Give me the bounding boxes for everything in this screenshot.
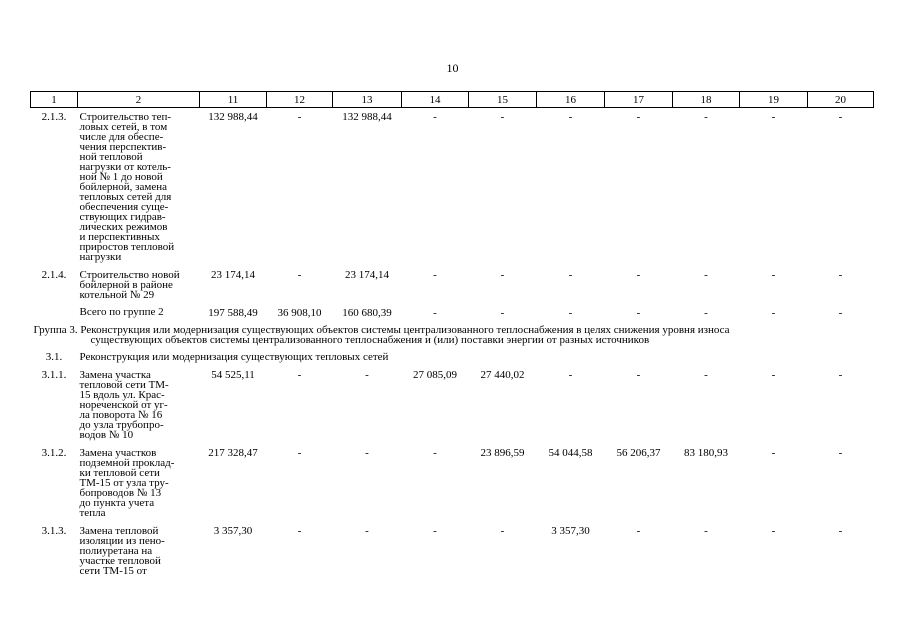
cell-value: - bbox=[433, 525, 437, 537]
row-name: Замена участка тепловой сети ТМ- 15 вдоль ул. Крас- нореченской от уг- ла поворота № 16 до узла трубопро- водов № 10 bbox=[79, 369, 169, 441]
subsection-row bbox=[31, 345, 874, 366]
cell-value: 23 896,59 bbox=[480, 447, 525, 459]
column-header: 1 bbox=[31, 92, 78, 108]
cell-value: - bbox=[771, 447, 776, 459]
cell-value: - bbox=[297, 369, 302, 381]
cell-value: - bbox=[838, 111, 843, 123]
cell-value: - bbox=[704, 307, 708, 319]
cell-value: 197 588,49 bbox=[208, 307, 258, 319]
column-header: 19 bbox=[740, 92, 808, 108]
cell-value: - bbox=[636, 269, 641, 281]
group-heading-line: существующих объектов системы централизованного теплоснабжения и (или) поставки энергии от разных источников bbox=[90, 334, 650, 346]
cell-value: - bbox=[365, 447, 369, 459]
cell-value: 36 908,10 bbox=[277, 307, 322, 319]
cell-value: - bbox=[365, 525, 369, 537]
cell-value: 54 525,11 bbox=[211, 369, 255, 381]
row-number bbox=[31, 304, 78, 321]
cell-value: 132 988,44 bbox=[342, 111, 392, 123]
cell-value: - bbox=[636, 111, 641, 123]
column-header: 2 bbox=[78, 92, 200, 108]
cell-value: 3 357,30 bbox=[213, 525, 253, 537]
row-name: Всего по группе 2 bbox=[79, 306, 164, 318]
row-number: 3.1.2. bbox=[41, 447, 67, 459]
cell-value: - bbox=[433, 307, 437, 319]
cell-value: - bbox=[568, 307, 573, 319]
row-number: 3.1.3. bbox=[41, 525, 67, 537]
cell-value: - bbox=[838, 269, 843, 281]
cell-value: - bbox=[568, 269, 573, 281]
page-number: 10 bbox=[446, 61, 459, 75]
group-heading bbox=[31, 321, 874, 345]
row-number: 3.1.1. bbox=[41, 369, 67, 381]
column-header: 14 bbox=[402, 92, 469, 108]
cell-value: 3 357,30 bbox=[551, 525, 590, 537]
cell-value: - bbox=[433, 269, 437, 281]
table-row bbox=[31, 366, 874, 444]
cell-value: - bbox=[838, 525, 843, 537]
cell-value: - bbox=[500, 307, 505, 319]
cell-value: - bbox=[704, 111, 708, 123]
cell-value: 27 440,02 bbox=[480, 369, 525, 381]
table-row bbox=[31, 522, 874, 580]
cell-value: - bbox=[500, 269, 505, 281]
cell-value: 132 988,44 bbox=[208, 111, 258, 123]
cell-value: - bbox=[297, 525, 302, 537]
cell-value: - bbox=[704, 525, 708, 537]
cell-value: - bbox=[568, 111, 573, 123]
cell-value: - bbox=[636, 369, 641, 381]
cell-value: - bbox=[636, 307, 641, 319]
column-header: 18 bbox=[673, 92, 740, 108]
cell-value: - bbox=[433, 447, 437, 459]
column-header: 16 bbox=[537, 92, 605, 108]
group-heading-line: Группа 3. Реконструкция или модернизация существующих объектов системы централизованного теплоснабжения в целях снижения уровня износа bbox=[33, 324, 730, 336]
cell-value: 23 174,14 bbox=[211, 269, 255, 281]
cell-value: - bbox=[771, 269, 776, 281]
row-number: 3.1. bbox=[45, 351, 63, 363]
cell-value: - bbox=[500, 111, 505, 123]
table-row bbox=[31, 266, 874, 304]
cell-value: - bbox=[365, 369, 369, 381]
cell-value: - bbox=[297, 269, 302, 281]
subsection-title: Реконструкция или модернизация существующих тепловых сетей bbox=[79, 351, 389, 363]
cell-value: - bbox=[500, 525, 505, 537]
cell-value: 160 680,39 bbox=[342, 307, 392, 319]
cell-value: 217 328,47 bbox=[208, 447, 258, 459]
cell-value: - bbox=[297, 447, 302, 459]
capital-investment-table bbox=[30, 91, 874, 580]
cell-value: - bbox=[838, 307, 843, 319]
cell-value: 54 044,58 bbox=[548, 447, 593, 459]
cell-value: 27 085,09 bbox=[413, 369, 457, 381]
cell-value: - bbox=[771, 369, 776, 381]
row-number: 2.1.3. bbox=[41, 111, 67, 123]
column-header: 17 bbox=[605, 92, 673, 108]
group-total-row bbox=[31, 304, 874, 321]
cell-value: - bbox=[704, 269, 708, 281]
cell-value: 23 174,14 bbox=[345, 269, 389, 281]
table-row bbox=[31, 108, 874, 267]
cell-value: 83 180,93 bbox=[684, 447, 728, 459]
row-name: Строительство теп- ловых сетей, в том числе для обеспе- чения перспектив- ной тепловой нагрузки от котель- ной № 1 до новой бойлерной, замена тепловых сетей для обеспечения суще- ствующих гидрав- лических режимов и перспективных приростов тепловой нагрузки bbox=[79, 111, 175, 263]
cell-value: - bbox=[297, 111, 302, 123]
column-header: 12 bbox=[267, 92, 333, 108]
table-row bbox=[31, 444, 874, 522]
cell-value: - bbox=[771, 111, 776, 123]
cell-value: - bbox=[433, 111, 437, 123]
cell-value: 56 206,37 bbox=[616, 447, 661, 459]
column-header: 15 bbox=[469, 92, 537, 108]
cell-value: - bbox=[704, 369, 708, 381]
cell-value: - bbox=[838, 447, 843, 459]
column-header: 11 bbox=[200, 92, 267, 108]
row-name: Строительство новой бойлерной в районе котельной № 29 bbox=[79, 269, 180, 301]
row-name: Замена участков подземной проклад- ки тепловой сети ТМ-15 от узла тру- бопроводов № 13 до пункта учета тепла bbox=[79, 447, 175, 519]
row-number: 2.1.4. bbox=[41, 269, 67, 281]
row-name: Замена тепловой изоляции из пено- полиуретана на участке тепловой сети ТМ-15 от bbox=[79, 525, 165, 577]
cell-value: - bbox=[568, 369, 573, 381]
cell-value: - bbox=[771, 307, 776, 319]
cell-value: - bbox=[771, 525, 776, 537]
column-header: 20 bbox=[808, 92, 874, 108]
column-header: 13 bbox=[333, 92, 402, 108]
cell-value: - bbox=[838, 369, 843, 381]
cell-value: - bbox=[636, 525, 641, 537]
column-number-header-row bbox=[31, 92, 874, 108]
group-header-row bbox=[31, 321, 874, 345]
